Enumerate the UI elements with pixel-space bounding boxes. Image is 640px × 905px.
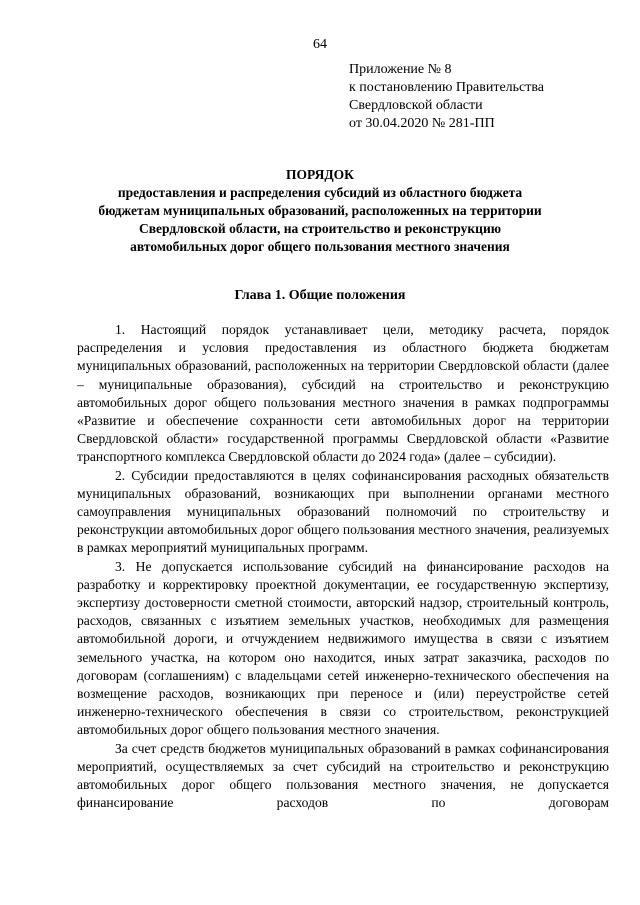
title-line: предоставления и распределения субсидий из областного бюджета bbox=[117, 185, 523, 200]
appendix-line: от 30.04.2020 № 281-ПП bbox=[349, 116, 495, 131]
appendix-line: Свердловской области bbox=[349, 98, 483, 113]
chapter-title: Глава 1. Общие положения bbox=[234, 288, 406, 303]
paragraph-2: 2. Субсидии предоставляются в целях софинансирования расходных обязательств муниципальных образований, возникающих при выполнении органами местного самоуправления муниципальных образований полномочий по строительству и реконструкции автомобильных дорог общего пользования местного значения, реализуемых в рамках мероприятий муниципальных программ. bbox=[77, 467, 609, 556]
paragraph-4: За счет средств бюджетов муниципальных образований в рамках софинансирования мероприятий, осуществляемых за счет субсидий на строительство и реконструкцию автомобильных дорог общего пользования местного значения, не допускается финансирование расходов по договорам bbox=[77, 740, 609, 811]
paragraph-1: 1. Настоящий порядок устанавливает цели, методику расчета, порядок распределения и условия предоставления из областного бюджета бюджетам муниципальных образований, расположенных на территории Свердловской области (далее – муниципальные образования), субсидий на строительство и реконструкцию автомобильных дорог общего пользования местного значения в рамках подпрограммы «Развитие и обеспечение сохранности сети автомобильных дорог на территории Свердловской области» государственной программы Свердловской области «Развитие транспортного комплекса Свердловской области до 2024 года» (далее – субсидии). bbox=[77, 322, 609, 465]
appendix-line: к постановлению Правительства bbox=[349, 80, 545, 95]
title-line: бюджетам муниципальных образований, расположенных на территории bbox=[98, 203, 542, 218]
document-title bbox=[0, 166, 640, 256]
paragraph-3: 3. Не допускается использование субсидий на финансирование расходов на разработку и корректировку проектной документации, ее государственную экспертизу, экспертизу достоверности сметной стоимости, авторский надзор, строительный контроль, расходов, связанных с изъятием земельных участков, необходимых для размещения автомобильной дороги, и отчуждением недвижимого имущества в связи с изъятием земельного участка, на котором оно находится, иных затрат заказчика, расходов по договорам (соглашениям) с владельцами сетей инженерно-технического обеспечения на возмещение расходов, возникающих при переносе и (или) переустройстве сетей инженерно-технического обеспечения в связи со строительством, реконструкцией автомобильных дорог общего пользования местного значения. bbox=[77, 558, 609, 738]
appendix-block bbox=[349, 61, 544, 133]
appendix-line: Приложение № 8 bbox=[349, 62, 452, 77]
page-number: 64 bbox=[313, 37, 327, 52]
title-line: автомобильных дорог общего пользования местного значения bbox=[130, 239, 510, 254]
title-line: Свердловской области, на строительство и реконструкцию bbox=[138, 221, 502, 236]
document-body bbox=[77, 321, 609, 812]
title-heading: ПОРЯДОК bbox=[286, 167, 354, 182]
